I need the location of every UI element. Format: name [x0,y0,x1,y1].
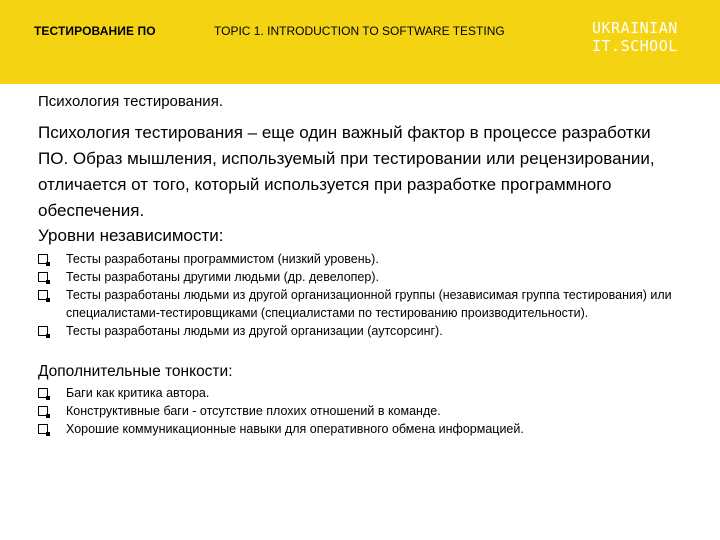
list-item: Тесты разработаны людьми из другой организационной группы (независимая группа тестирования) или специалистами-тестировщиками (специалистами по тестированию производительности). [38,286,678,322]
list-item: Конструктивные баги - отсутствие плохих отношений в команде. [38,402,678,420]
list-item: Тесты разработаны другими людьми (др. девелопер). [38,268,678,286]
intro-paragraph: Психология тестирования – еще один важный фактор в процессе разработки ПО. Образ мышления, используемый при тестировании или рецензировании, отличается от того, который используется при разработке программного обеспечения. [38,123,655,220]
slide-content [38,93,678,438]
extras-list [38,384,678,438]
levels-heading: Уровни независимости: [38,226,224,245]
checkbox-square-icon [38,388,48,398]
slide-title: Психология тестирования. [38,93,223,110]
checkbox-square-icon [38,254,48,264]
checkbox-square-icon [38,326,48,336]
levels-list [38,250,678,340]
header-bar [0,0,720,84]
extra-heading: Дополнительные тонкости: [38,363,233,380]
list-item: Баги как критика автора. [38,384,678,402]
checkbox-square-icon [38,272,48,282]
list-item: Тесты разработаны программистом (низкий уровень). [38,250,678,268]
checkbox-square-icon [38,290,48,300]
topic-number: TOPIC 1. [214,24,264,38]
school-logo [592,19,678,55]
course-title: ТЕСТИРОВАНИЕ ПО [34,24,156,38]
checkbox-square-icon [38,406,48,416]
list-item: Тесты разработаны людьми из другой организации (аутсорсинг). [38,322,678,340]
topic-name: INTRODUCTION TO SOFTWARE TESTING [267,24,505,38]
logo-line-1: UKRAINIAN [592,19,678,37]
logo-line-2: IT.SCHOOL [592,37,678,55]
list-item: Хорошие коммуникационные навыки для оперативного обмена информацией. [38,420,678,438]
topic-title [214,24,505,38]
checkbox-square-icon [38,424,48,434]
